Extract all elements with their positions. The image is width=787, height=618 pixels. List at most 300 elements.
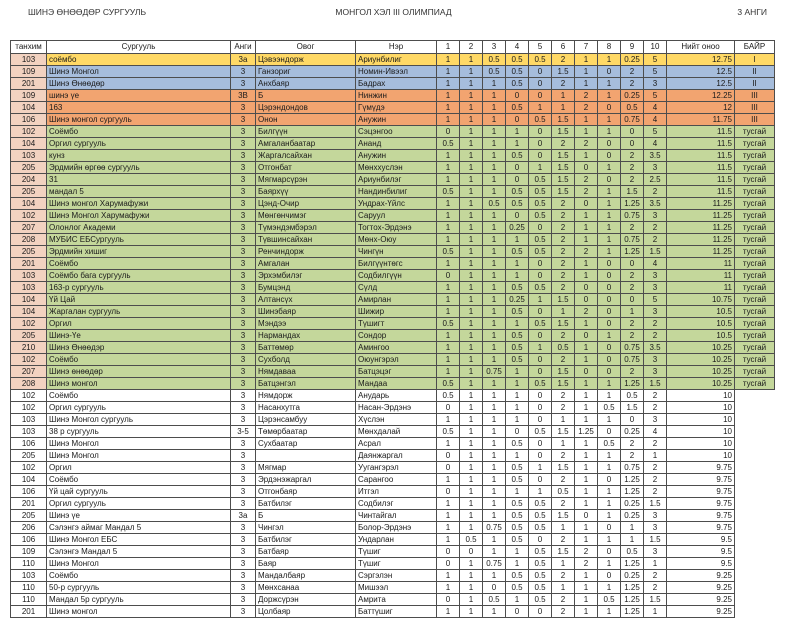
score-7-cell: 1 <box>575 66 598 78</box>
surname-cell: Сухболд <box>256 354 356 366</box>
score-9-cell: 1 <box>621 522 644 534</box>
total-cell: 11.25 <box>667 234 735 246</box>
score-6-cell: 1.5 <box>552 174 575 186</box>
total-cell: 11.25 <box>667 246 735 258</box>
score-2-cell: 1 <box>460 450 483 462</box>
surname-cell: Баяр <box>256 558 356 570</box>
column-header-15: 10 <box>644 41 667 54</box>
score-5-cell: 0 <box>529 438 552 450</box>
score-2-cell: 1 <box>460 378 483 390</box>
room-cell: 103 <box>11 270 47 282</box>
rank-cell: тусгай <box>735 186 775 198</box>
name-cell: Анударь <box>356 390 437 402</box>
score-5-cell: 0.5 <box>529 174 552 186</box>
total-cell: 10 <box>667 426 735 438</box>
score-3-cell: 1 <box>483 426 506 438</box>
table-row <box>11 498 775 510</box>
score-10-cell: 2 <box>644 390 667 402</box>
score-4-cell: 1 <box>506 558 529 570</box>
name-cell: Номин-Ивээл <box>356 66 437 78</box>
surname-cell: Эрдэнэжаргал <box>256 474 356 486</box>
score-2-cell: 1 <box>460 294 483 306</box>
score-3-cell: 1 <box>483 462 506 474</box>
score-1-cell: 0 <box>437 594 460 606</box>
score-6-cell: 2 <box>552 222 575 234</box>
school-cell: Шинэ Өнөөдөр <box>47 78 231 90</box>
score-5-cell: 0.5 <box>529 570 552 582</box>
score-2-cell: 1 <box>460 426 483 438</box>
score-6-cell: 1 <box>552 414 575 426</box>
room-cell: 207 <box>11 366 47 378</box>
grade-cell: 3 <box>231 390 256 402</box>
score-1-cell: 1 <box>437 534 460 546</box>
score-9-cell: 2 <box>621 438 644 450</box>
surname-cell: Алтансүх <box>256 294 356 306</box>
school-cell: Жаргалан сургууль <box>47 306 231 318</box>
score-4-cell: 0.5 <box>506 150 529 162</box>
name-cell: Сүлд <box>356 282 437 294</box>
total-cell: 10.25 <box>667 366 735 378</box>
surname-cell: Жаргалсайхан <box>256 150 356 162</box>
score-4-cell: 0.5 <box>506 570 529 582</box>
score-1-cell: 0 <box>437 546 460 558</box>
grade-cell: 3 <box>231 234 256 246</box>
grade-cell: 3 <box>231 210 256 222</box>
rank-cell: тусгай <box>735 294 775 306</box>
score-2-cell: 1 <box>460 510 483 522</box>
score-1-cell: 1 <box>437 174 460 186</box>
room-cell: 102 <box>11 318 47 330</box>
score-7-cell: 1 <box>575 390 598 402</box>
room-cell: 201 <box>11 258 47 270</box>
score-6-cell: 1.5 <box>552 510 575 522</box>
score-2-cell: 1 <box>460 318 483 330</box>
score-9-cell: 2 <box>621 78 644 90</box>
score-10-cell: 3 <box>644 306 667 318</box>
score-7-cell: 1 <box>575 54 598 66</box>
score-10-cell: 3 <box>644 210 667 222</box>
score-4-cell: 1 <box>506 366 529 378</box>
total-cell: 9.5 <box>667 546 735 558</box>
room-cell: 208 <box>11 234 47 246</box>
score-5-cell: 0 <box>529 66 552 78</box>
score-2-cell: 1 <box>460 402 483 414</box>
score-3-cell: 1 <box>483 90 506 102</box>
score-3-cell: 1 <box>483 438 506 450</box>
score-8-cell: 0 <box>598 306 621 318</box>
column-header-10: 5 <box>529 41 552 54</box>
score-2-cell: 0 <box>460 546 483 558</box>
surname-cell: Баттөмөр <box>256 342 356 354</box>
score-5-cell: 0 <box>529 354 552 366</box>
surname-cell <box>256 450 356 462</box>
table-row <box>11 138 775 150</box>
surname-cell: Түвшинсайхан <box>256 234 356 246</box>
score-3-cell: 1 <box>483 570 506 582</box>
total-cell: 11 <box>667 270 735 282</box>
score-1-cell: 1 <box>437 222 460 234</box>
room-cell: 103 <box>11 150 47 162</box>
score-5-cell: 0.5 <box>529 522 552 534</box>
score-3-cell: 1 <box>483 306 506 318</box>
table-row <box>11 462 775 474</box>
score-8-cell: 1 <box>598 210 621 222</box>
column-header-4: Овог <box>256 41 356 54</box>
total-cell: 9.25 <box>667 570 735 582</box>
score-4-cell: 1 <box>506 414 529 426</box>
total-cell: 9.25 <box>667 582 735 594</box>
score-3-cell: 1 <box>483 282 506 294</box>
score-5-cell: 0 <box>529 390 552 402</box>
score-3-cell: 1 <box>483 270 506 282</box>
grade-cell: 3 <box>231 450 256 462</box>
room-cell: 102 <box>11 126 47 138</box>
score-1-cell: 1 <box>437 354 460 366</box>
surname-cell: Батбилэг <box>256 534 356 546</box>
score-1-cell: 1 <box>437 150 460 162</box>
grade-cell: 3 <box>231 198 256 210</box>
room-cell: 102 <box>11 402 47 414</box>
room-cell: 102 <box>11 462 47 474</box>
olympiad-title: МОНГОЛ ХЭЛ III ОЛИМПИАД <box>335 7 452 17</box>
score-1-cell: 0 <box>437 126 460 138</box>
grade-cell: 3 <box>231 606 256 618</box>
surname-cell: Доржсүрэн <box>256 594 356 606</box>
score-10-cell: 2 <box>644 462 667 474</box>
score-2-cell: 1 <box>460 270 483 282</box>
total-cell: 12 <box>667 102 735 114</box>
surname-cell: Нямдорж <box>256 390 356 402</box>
rank-cell: тусгай <box>735 210 775 222</box>
score-6-cell: 1.5 <box>552 546 575 558</box>
score-9-cell: 0.75 <box>621 210 644 222</box>
rank-cell: I <box>735 54 775 66</box>
score-4-cell: 0 <box>506 606 529 618</box>
score-7-cell: 1 <box>575 498 598 510</box>
score-5-cell: 0.5 <box>529 186 552 198</box>
total-cell: 10.25 <box>667 342 735 354</box>
score-5-cell: 0.5 <box>529 582 552 594</box>
grade-cell: 3 <box>231 402 256 414</box>
name-cell: Мандаа <box>356 378 437 390</box>
school-cell: шинэ үе <box>47 90 231 102</box>
rank-cell <box>735 414 775 426</box>
score-8-cell: 1 <box>598 90 621 102</box>
score-7-cell: 2 <box>575 90 598 102</box>
score-9-cell: 2 <box>621 282 644 294</box>
score-8-cell: 1 <box>598 414 621 426</box>
score-2-cell: 1 <box>460 114 483 126</box>
surname-cell: Эрхэмбилэг <box>256 270 356 282</box>
score-3-cell: 1 <box>483 342 506 354</box>
table-row <box>11 90 775 102</box>
school-cell: Соёмбо бага сургууль <box>47 270 231 282</box>
surname-cell: Батбилэг <box>256 498 356 510</box>
score-5-cell: 0 <box>529 126 552 138</box>
column-header-2: Сургууль <box>47 41 231 54</box>
score-3-cell: 1 <box>483 234 506 246</box>
score-7-cell: 0 <box>575 282 598 294</box>
score-6-cell: 2 <box>552 498 575 510</box>
table-row <box>11 150 775 162</box>
total-cell: 9.75 <box>667 510 735 522</box>
score-4-cell: 0.5 <box>506 78 529 90</box>
name-cell: Гүмүдэ <box>356 102 437 114</box>
score-4-cell: 0.5 <box>506 54 529 66</box>
score-5-cell: 0 <box>529 90 552 102</box>
room-cell: 109 <box>11 546 47 558</box>
rank-cell <box>735 390 775 402</box>
grade-title: 3 АНГИ <box>737 7 767 17</box>
score-4-cell: 0.5 <box>506 186 529 198</box>
score-6-cell: 1.5 <box>552 366 575 378</box>
score-6-cell: 1 <box>552 306 575 318</box>
rank-cell: тусгай <box>735 270 775 282</box>
score-8-cell: 0.5 <box>598 438 621 450</box>
score-6-cell: 2 <box>552 270 575 282</box>
score-4-cell: 0 <box>506 162 529 174</box>
grade-cell: 3 <box>231 558 256 570</box>
name-cell: Мөнххуслэн <box>356 162 437 174</box>
score-9-cell: 1.25 <box>621 558 644 570</box>
surname-cell: Насанхутга <box>256 402 356 414</box>
table-row <box>11 306 775 318</box>
score-9-cell: 2 <box>621 318 644 330</box>
grade-cell: 3 <box>231 114 256 126</box>
school-cell: Шинэ Монгол Харумафужи <box>47 210 231 222</box>
score-2-cell: 1 <box>460 330 483 342</box>
score-3-cell: 1 <box>483 390 506 402</box>
table-row <box>11 174 775 186</box>
rank-cell: тусгай <box>735 198 775 210</box>
score-2-cell: 1 <box>460 150 483 162</box>
name-cell: Баттүшиг <box>356 606 437 618</box>
score-6-cell: 1.5 <box>552 66 575 78</box>
total-cell: 10.25 <box>667 354 735 366</box>
table-row <box>11 534 775 546</box>
name-cell: Ундарлан <box>356 534 437 546</box>
score-4-cell: 1 <box>506 378 529 390</box>
score-2-cell: 1 <box>460 414 483 426</box>
rank-cell: тусгай <box>735 162 775 174</box>
score-5-cell: 0 <box>529 366 552 378</box>
score-5-cell: 0 <box>529 534 552 546</box>
table-row <box>11 594 775 606</box>
score-9-cell: 0.5 <box>621 102 644 114</box>
score-7-cell: 1 <box>575 150 598 162</box>
score-3-cell: 1 <box>483 486 506 498</box>
surname-cell: Ганзориг <box>256 66 356 78</box>
score-7-cell: 1 <box>575 486 598 498</box>
rank-cell: тусгай <box>735 330 775 342</box>
score-4-cell: 0.25 <box>506 294 529 306</box>
name-cell: Мөнхдалай <box>356 426 437 438</box>
room-cell: 106 <box>11 114 47 126</box>
school-cell: Шинэ Монгол <box>47 450 231 462</box>
score-1-cell: 1 <box>437 306 460 318</box>
score-1-cell: 1 <box>437 414 460 426</box>
score-1-cell: 1 <box>437 342 460 354</box>
score-7-cell: 1 <box>575 534 598 546</box>
score-4-cell: 0.5 <box>506 438 529 450</box>
total-cell: 11.5 <box>667 126 735 138</box>
name-cell: Түшиг <box>356 546 437 558</box>
score-6-cell: 2 <box>552 450 575 462</box>
score-9-cell: 1.5 <box>621 186 644 198</box>
score-4-cell: 0.5 <box>506 474 529 486</box>
score-10-cell: 3 <box>644 78 667 90</box>
score-3-cell: 1 <box>483 414 506 426</box>
score-1-cell: 1 <box>437 510 460 522</box>
room-cell: 104 <box>11 474 47 486</box>
name-cell: Оюунгэрэл <box>356 354 437 366</box>
room-cell: 103 <box>11 426 47 438</box>
room-cell: 205 <box>11 510 47 522</box>
score-5-cell: 1 <box>529 102 552 114</box>
score-10-cell: 2 <box>644 582 667 594</box>
score-8-cell: 0 <box>598 570 621 582</box>
score-8-cell: 1 <box>598 558 621 570</box>
score-8-cell: 1 <box>598 114 621 126</box>
score-9-cell: 0.75 <box>621 462 644 474</box>
score-4-cell: 0.5 <box>506 66 529 78</box>
score-6-cell: 2 <box>552 474 575 486</box>
score-2-cell: 1 <box>460 210 483 222</box>
score-3-cell: 1 <box>483 246 506 258</box>
score-2-cell: 1 <box>460 570 483 582</box>
score-4-cell: 0.5 <box>506 582 529 594</box>
surname-cell: Шинэбаяр <box>256 306 356 318</box>
score-2-cell: 1 <box>460 498 483 510</box>
score-8-cell: 1 <box>598 246 621 258</box>
school-cell: Оргил <box>47 318 231 330</box>
score-1-cell: 1 <box>437 498 460 510</box>
score-3-cell: 1 <box>483 138 506 150</box>
rank-cell: тусгай <box>735 378 775 390</box>
score-2-cell: 1 <box>460 258 483 270</box>
score-6-cell: 1.5 <box>552 462 575 474</box>
header-row <box>11 41 775 54</box>
grade-cell: 3 <box>231 462 256 474</box>
room-cell: 205 <box>11 330 47 342</box>
score-9-cell: 0.25 <box>621 90 644 102</box>
total-cell: 10.5 <box>667 318 735 330</box>
score-10-cell: 3 <box>644 354 667 366</box>
grade-cell: 3 <box>231 66 256 78</box>
score-1-cell: 0.5 <box>437 426 460 438</box>
room-cell: 110 <box>11 594 47 606</box>
score-1-cell: 1 <box>437 66 460 78</box>
rank-cell: III <box>735 90 775 102</box>
name-cell: Чингүн <box>356 246 437 258</box>
table-row <box>11 234 775 246</box>
grade-cell: 3 <box>231 522 256 534</box>
school-cell: Үй цай сургууль <box>47 486 231 498</box>
score-10-cell: 1.5 <box>644 594 667 606</box>
score-6-cell: 2 <box>552 138 575 150</box>
rank-cell <box>735 498 775 510</box>
score-10-cell: 3 <box>644 162 667 174</box>
score-9-cell: 0.25 <box>621 54 644 66</box>
name-cell: Ананд <box>356 138 437 150</box>
score-10-cell: 5 <box>644 294 667 306</box>
score-4-cell: 0.5 <box>506 306 529 318</box>
score-9-cell: 0.25 <box>621 510 644 522</box>
score-8-cell: 0 <box>598 354 621 366</box>
score-5-cell: 0 <box>529 258 552 270</box>
score-9-cell: 2 <box>621 330 644 342</box>
score-8-cell: 1 <box>598 126 621 138</box>
rank-cell <box>735 450 775 462</box>
surname-cell: Нямдаваа <box>256 366 356 378</box>
score-10-cell: 3 <box>644 414 667 426</box>
name-cell: Нандинбилиг <box>356 186 437 198</box>
name-cell: Анужин <box>356 150 437 162</box>
rank-cell <box>735 606 775 618</box>
room-cell: 204 <box>11 174 47 186</box>
rank-cell <box>735 558 775 570</box>
room-cell: 103 <box>11 54 47 66</box>
score-4-cell: 1 <box>506 234 529 246</box>
score-9-cell: 0 <box>621 138 644 150</box>
school-cell: Үй Цай <box>47 294 231 306</box>
score-3-cell: 1 <box>483 330 506 342</box>
score-3-cell: 1 <box>483 354 506 366</box>
score-5-cell: 0 <box>529 402 552 414</box>
grade-cell: 3В <box>231 90 256 102</box>
score-1-cell: 1 <box>437 606 460 618</box>
room-cell: 205 <box>11 450 47 462</box>
score-5-cell: 0 <box>529 474 552 486</box>
school-cell: соёмбо <box>47 54 231 66</box>
score-9-cell: 1.25 <box>621 198 644 210</box>
rank-cell: III <box>735 102 775 114</box>
score-5-cell: 0.5 <box>529 246 552 258</box>
score-4-cell: 0.5 <box>506 462 529 474</box>
room-cell: 102 <box>11 210 47 222</box>
score-10-cell: 2 <box>644 438 667 450</box>
score-3-cell: 0.5 <box>483 198 506 210</box>
rank-cell <box>735 462 775 474</box>
score-4-cell: 0 <box>506 114 529 126</box>
total-cell: 12.25 <box>667 90 735 102</box>
score-6-cell: 1.5 <box>552 126 575 138</box>
score-4-cell: 0.5 <box>506 498 529 510</box>
score-6-cell: 1 <box>552 102 575 114</box>
school-cell: Шинэ монгол сургууль <box>47 114 231 126</box>
score-6-cell: 2 <box>552 390 575 402</box>
score-5-cell: 1 <box>529 486 552 498</box>
grade-cell: 3 <box>231 174 256 186</box>
name-cell: Ариунбилэг <box>356 174 437 186</box>
school-cell: Шинэ Монгол <box>47 438 231 450</box>
score-10-cell: 3 <box>644 510 667 522</box>
score-10-cell: 5 <box>644 66 667 78</box>
score-4-cell: 0.5 <box>506 510 529 522</box>
score-2-cell: 1 <box>460 126 483 138</box>
score-3-cell: 1 <box>483 402 506 414</box>
score-2-cell: 1 <box>460 246 483 258</box>
score-1-cell: 1 <box>437 522 460 534</box>
score-4-cell: 1 <box>506 594 529 606</box>
rank-cell: тусгай <box>735 282 775 294</box>
surname-cell: Б <box>256 90 356 102</box>
room-cell: 210 <box>11 342 47 354</box>
surname-cell: Нармандах <box>256 330 356 342</box>
score-6-cell: 1.5 <box>552 162 575 174</box>
score-3-cell: 0.75 <box>483 558 506 570</box>
school-cell: Эрдмийн өргөө сургууль <box>47 162 231 174</box>
